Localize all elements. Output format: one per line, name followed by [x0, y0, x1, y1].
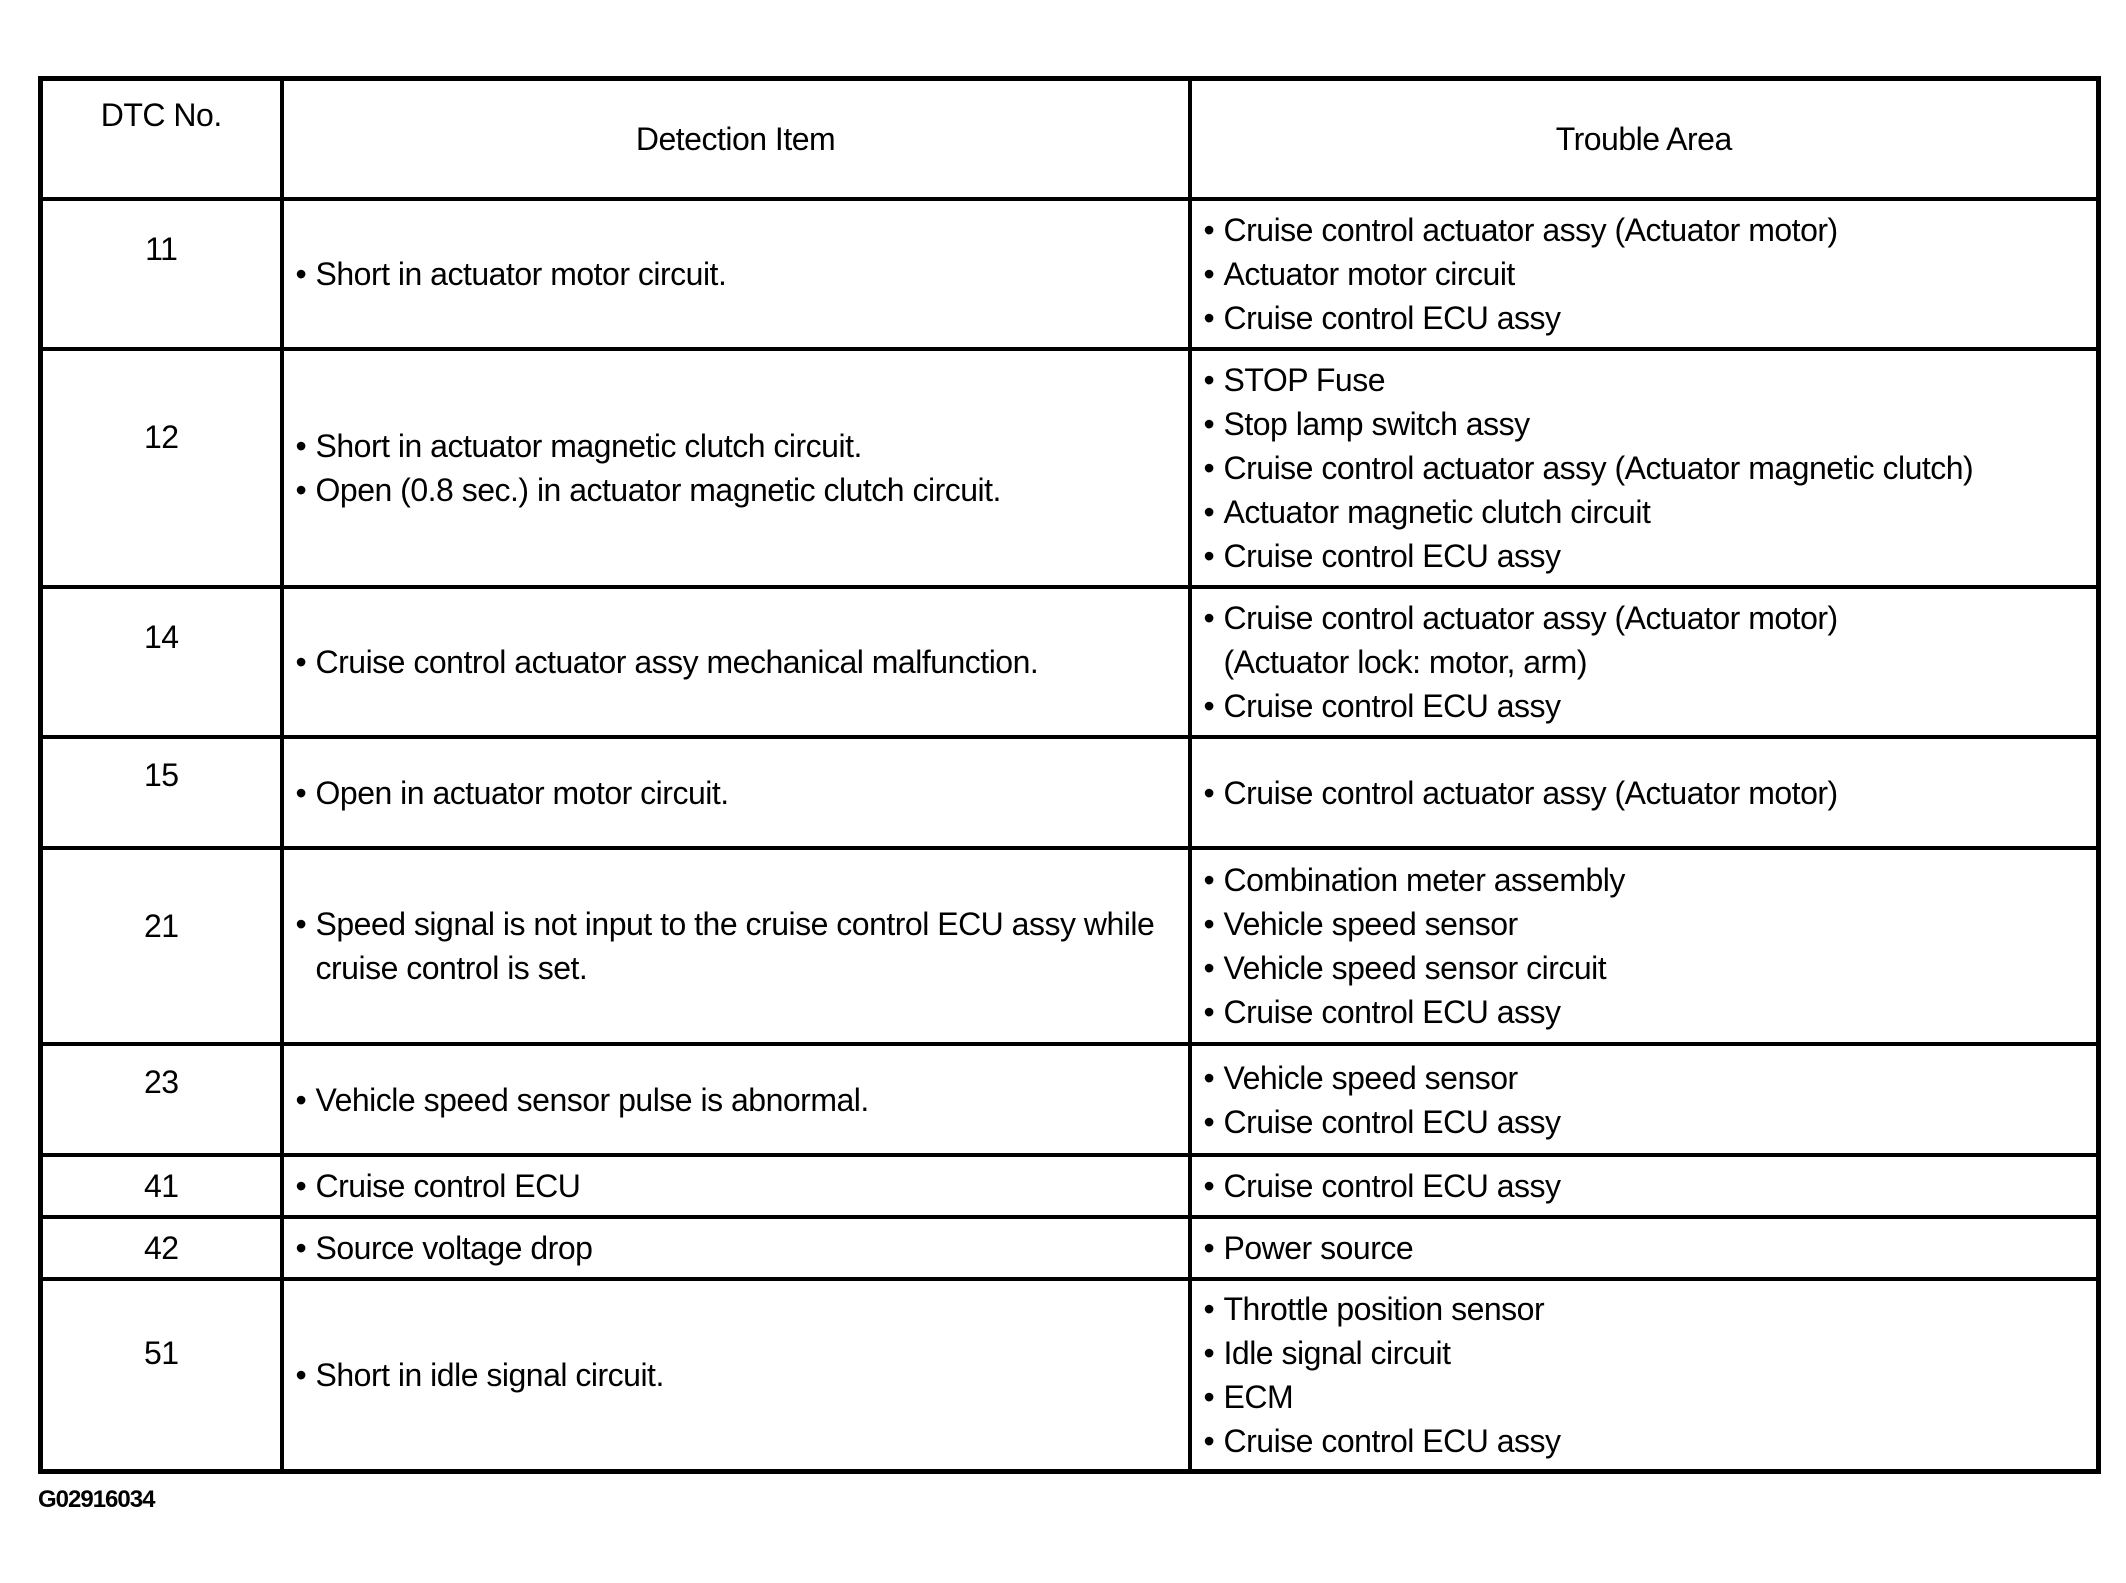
dtc-code: 14 [41, 587, 282, 737]
table-row [41, 848, 2099, 1044]
figure-id: G02916034 [38, 1486, 155, 1513]
list-item: • Cruise control ECU [296, 1164, 1180, 1208]
detection-cell [282, 848, 1190, 1044]
dtc-code: 15 [41, 737, 282, 848]
detection-cell [282, 1044, 1190, 1155]
list-item: • Actuator magnetic clutch circuit [1204, 490, 2089, 534]
list-item: • Cruise control actuator assy (Actuator motor) [1204, 596, 2089, 640]
list-item: • Combination meter assembly [1204, 858, 2089, 902]
dtc-code: 41 [41, 1155, 282, 1217]
trouble-cell [1190, 1044, 2099, 1155]
list-item: • Short in actuator motor circuit. [296, 252, 1180, 296]
trouble-cell [1190, 848, 2099, 1044]
list-item: • Idle signal circuit [1204, 1331, 2089, 1375]
list-item: • Cruise control actuator assy mechanical malfunction. [296, 640, 1180, 684]
dtc-table [38, 76, 2101, 1474]
list-item: • Throttle position sensor [1204, 1287, 2089, 1331]
list-item: • Source voltage drop [296, 1226, 1180, 1270]
list-item: • Cruise control ECU assy [1204, 1100, 2089, 1144]
dtc-code: 23 [41, 1044, 282, 1155]
detection-cell [282, 199, 1190, 349]
table-row [41, 737, 2099, 848]
table-row [41, 1279, 2099, 1471]
list-item: • Short in actuator magnetic clutch circuit. [296, 424, 1180, 468]
trouble-cell [1190, 1279, 2099, 1471]
detection-cell [282, 1217, 1190, 1279]
list-item: • Cruise control ECU assy [1204, 1419, 2089, 1463]
dtc-code: 12 [41, 349, 282, 587]
list-item: • Cruise control actuator assy (Actuator motor) [1204, 208, 2089, 252]
list-item: • Open in actuator motor circuit. [296, 771, 1180, 815]
trouble-cell [1190, 199, 2099, 349]
list-item: • ECM [1204, 1375, 2089, 1419]
trouble-cell [1190, 1217, 2099, 1279]
list-item-continuation: cruise control is set. [315, 950, 588, 986]
trouble-cell [1190, 587, 2099, 737]
list-item: • Vehicle speed sensor [1204, 1056, 2089, 1100]
list-item: • Cruise control actuator assy (Actuator magnetic clutch) [1204, 446, 2089, 490]
header-detection-item: Detection Item [282, 79, 1190, 200]
list-item: • Speed signal is not input to the cruise control ECU assy while [296, 902, 1180, 946]
table-row [41, 587, 2099, 737]
header-row [41, 79, 2099, 200]
list-item: • Cruise control ECU assy [1204, 990, 2089, 1034]
table-row [41, 349, 2099, 587]
list-item: • Vehicle speed sensor circuit [1204, 946, 2089, 990]
header-dtc-no: DTC No. [41, 79, 282, 200]
dtc-code: 51 [41, 1279, 282, 1471]
dtc-code: 42 [41, 1217, 282, 1279]
table-row [41, 1044, 2099, 1155]
list-item: • Vehicle speed sensor [1204, 902, 2089, 946]
list-item: • Vehicle speed sensor pulse is abnormal. [296, 1078, 1180, 1122]
list-item: • STOP Fuse [1204, 358, 2089, 402]
trouble-cell [1190, 737, 2099, 848]
header-trouble-area: Trouble Area [1190, 79, 2099, 200]
list-item: • Cruise control ECU assy [1204, 684, 2089, 728]
list-item: • Cruise control ECU assy [1204, 296, 2089, 340]
list-item: • Short in idle signal circuit. [296, 1353, 1180, 1397]
list-item: • Open (0.8 sec.) in actuator magnetic clutch circuit. [296, 468, 1180, 512]
dtc-code: 21 [41, 848, 282, 1044]
detection-cell [282, 587, 1190, 737]
trouble-cell [1190, 349, 2099, 587]
detection-cell [282, 1155, 1190, 1217]
list-item: • Cruise control ECU assy [1204, 534, 2089, 578]
detection-cell [282, 1279, 1190, 1471]
list-item-continuation: (Actuator lock: motor, arm) [1223, 644, 1587, 680]
list-item: • Actuator motor circuit [1204, 252, 2089, 296]
list-item: • Cruise control ECU assy [1204, 1164, 2089, 1208]
detection-cell [282, 349, 1190, 587]
table-row [41, 1155, 2099, 1217]
list-item: • Power source [1204, 1226, 2089, 1270]
trouble-cell [1190, 1155, 2099, 1217]
list-item: • Stop lamp switch assy [1204, 402, 2089, 446]
detection-cell [282, 737, 1190, 848]
dtc-code: 11 [41, 199, 282, 349]
list-item: • Cruise control actuator assy (Actuator motor) [1204, 771, 2089, 815]
table-row [41, 199, 2099, 349]
table-row [41, 1217, 2099, 1279]
